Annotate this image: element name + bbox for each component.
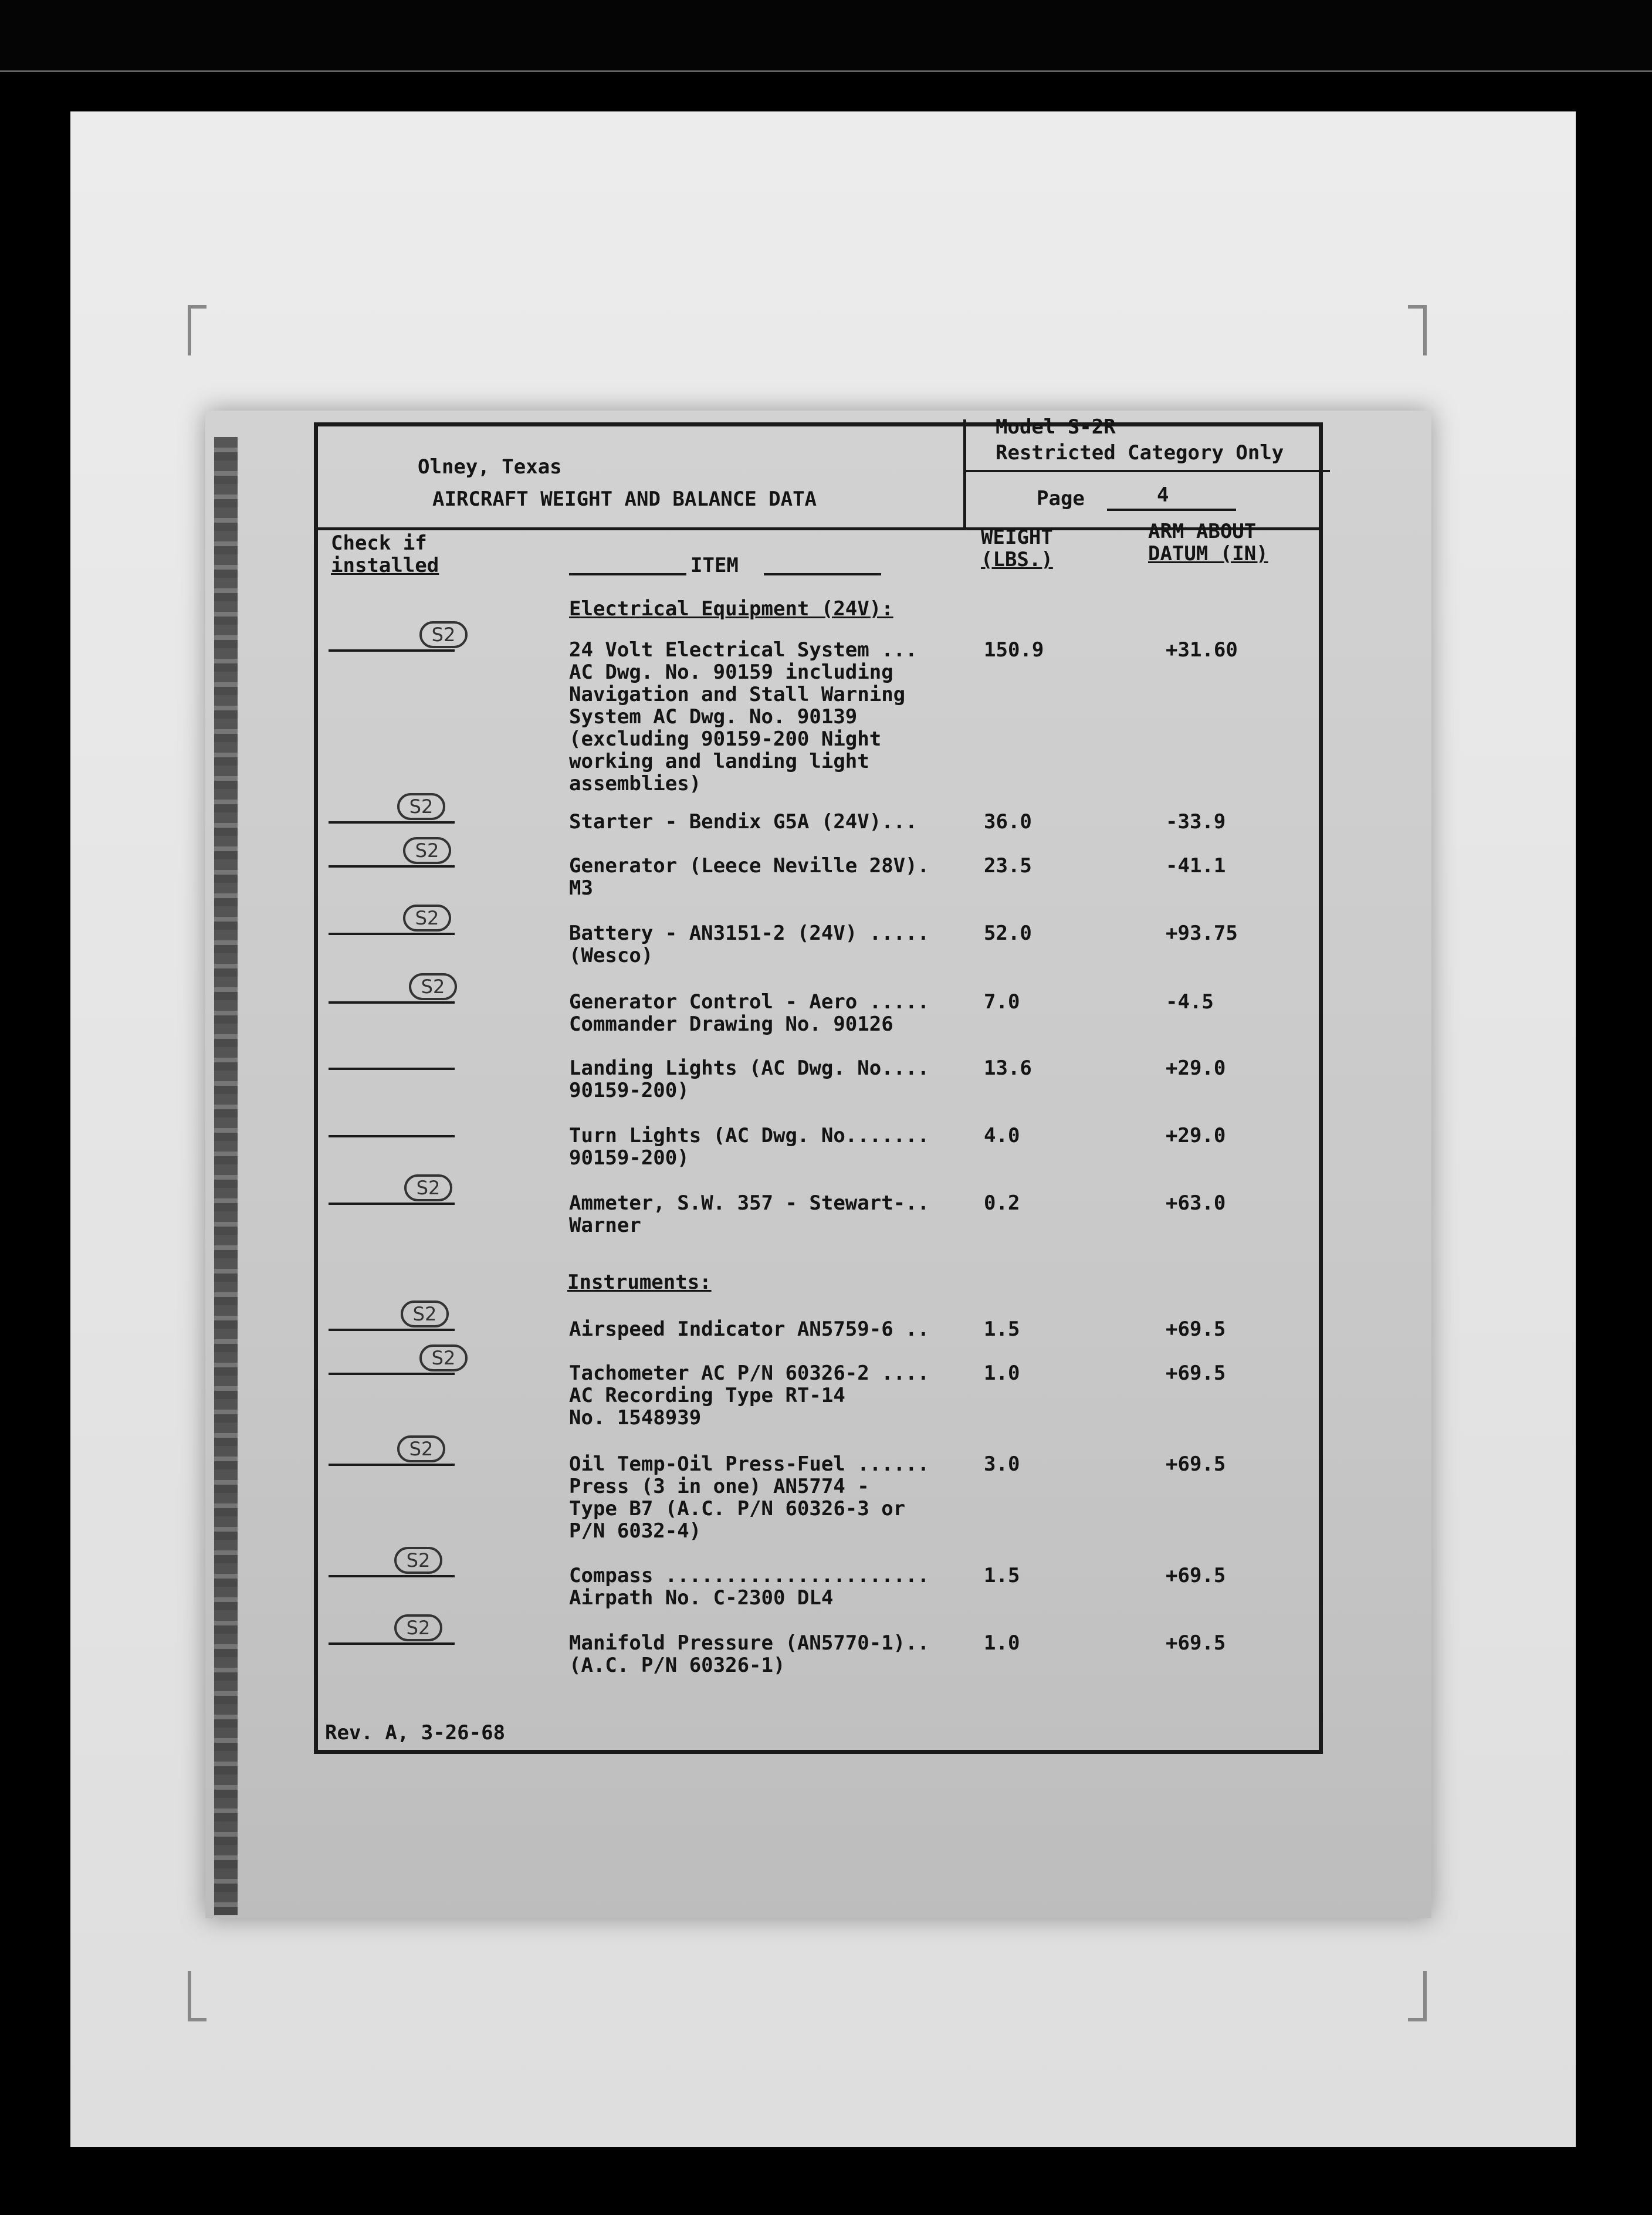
check-line [329,1068,455,1070]
check-line [329,1001,455,1004]
installed-stamp: S2 [401,1300,449,1327]
item-description-continued: AC Recording Type RT-14 [569,1384,845,1407]
item-description: Compass ...................... [569,1564,930,1587]
category-text: Restricted Category Only [996,441,1284,465]
item-description: Battery - AN3151-2 (24V) ..... [569,922,930,945]
item-description-continued: Airpath No. C-2300 DL4 [569,1586,834,1610]
item-description-continued: P/N 6032-4) [569,1519,702,1543]
item-description-continued: Navigation and Stall Warning [569,683,906,706]
column-header-weight: (LBS.) [981,548,1053,571]
item-description-continued: System AC Dwg. No. 90139 [569,705,858,729]
item-arm: -33.9 [1166,810,1226,834]
item-description-continued: AC Dwg. No. 90159 including [569,661,893,684]
item-description-continued: M3 [569,876,593,900]
item-weight: 36.0 [984,810,1032,834]
check-line [329,933,455,935]
item-description-continued: working and landing light [569,750,869,773]
item-weight: 1.0 [984,1361,1020,1385]
item-description: Tachometer AC P/N 60326-2 .... [569,1361,930,1385]
check-line [329,649,455,652]
item-weight: 52.0 [984,922,1032,945]
column-header-weight: WEIGHT [981,526,1053,549]
column-header-arm: DATUM (IN) [1148,542,1268,565]
installed-stamp: S2 [394,1614,442,1641]
item-arm: +29.0 [1166,1124,1226,1147]
item-arm: +69.5 [1166,1564,1226,1587]
crop-mark [1408,1971,1427,2021]
item-weight: 1.5 [984,1318,1020,1341]
check-line [329,865,455,868]
item-description-continued: Warner [569,1214,641,1237]
crop-mark [1408,305,1427,355]
item-description: Landing Lights (AC Dwg. No.... [569,1056,930,1080]
film-border-top [0,0,1652,72]
installed-stamp: S2 [397,1435,445,1462]
column-header-item: ITEM [690,554,739,577]
item-arm: +69.5 [1166,1361,1226,1385]
check-line [329,1642,455,1645]
page-label: Page [1037,487,1085,510]
page-number: 4 [1157,483,1169,507]
item-description: 24 Volt Electrical System ... [569,638,918,662]
item-weight: 1.5 [984,1564,1020,1587]
item-arm: +93.75 [1166,922,1238,945]
installed-stamp: S2 [419,1344,468,1371]
item-description: Oil Temp-Oil Press-Fuel ...... [569,1452,930,1476]
item-weight: 0.2 [984,1191,1020,1215]
check-line [329,1575,455,1577]
check-line [329,821,455,824]
check-line [329,1464,455,1466]
item-arm: +63.0 [1166,1191,1226,1215]
document-title: AIRCRAFT WEIGHT AND BALANCE DATA [432,487,817,511]
item-weight: 23.5 [984,854,1032,878]
item-weight: 150.9 [984,638,1044,662]
item-weight: 1.0 [984,1631,1020,1655]
revision-note: Rev. A, 3-26-68 [325,1721,506,1745]
installed-stamp: S2 [397,793,445,820]
item-description: Generator Control - Aero ..... [569,990,930,1014]
check-line [329,1135,455,1137]
item-arm: +69.5 [1166,1452,1226,1476]
item-description: Starter - Bendix G5A (24V)... [569,810,918,834]
item-description-continued: No. 1548939 [569,1406,702,1430]
item-description: Turn Lights (AC Dwg. No....... [569,1124,930,1147]
item-description-continued: 90159-200) [569,1146,689,1170]
model-text: Model S-2R [996,415,1116,439]
item-weight: 4.0 [984,1124,1020,1147]
weight-balance-sheet [314,415,1323,1754]
item-description-continued: Type B7 (A.C. P/N 60326-3 or [569,1497,906,1520]
item-arm: -41.1 [1166,854,1226,878]
item-description-continued: assemblies) [569,772,702,795]
installed-stamp: S2 [419,621,468,648]
installed-stamp: S2 [409,973,457,1000]
column-header-check: Check if [331,531,427,555]
item-description-continued: (Wesco) [569,944,654,967]
installed-stamp: S2 [404,1174,452,1201]
item-description: Ammeter, S.W. 357 - Stewart-.. [569,1191,930,1215]
column-header-arm: ARM ABOUT [1148,520,1257,543]
section-heading: Electrical Equipment (24V): [569,597,893,621]
crop-mark [188,305,206,355]
item-description-continued: (A.C. P/N 60326-1) [569,1654,786,1677]
crop-mark [188,1971,206,2021]
installed-stamp: S2 [394,1547,442,1574]
binding-edge [214,437,238,1915]
item-description-continued: Press (3 in one) AN5774 - [569,1475,869,1498]
installed-stamp: S2 [403,837,451,864]
location-text: Olney, Texas [418,455,562,479]
item-description: Generator (Leece Neville 28V). [569,854,930,878]
item-description-continued: 90159-200) [569,1079,689,1102]
item-arm: +69.5 [1166,1631,1226,1655]
check-line [329,1373,455,1375]
item-arm: +29.0 [1166,1056,1226,1080]
column-header-check: installed [331,554,439,577]
item-description-continued: Commander Drawing No. 90126 [569,1012,893,1036]
item-weight: 13.6 [984,1056,1032,1080]
check-line [329,1203,455,1205]
item-arm: +69.5 [1166,1318,1226,1341]
section-heading: Instruments: [567,1271,712,1294]
check-line [329,1329,455,1331]
item-arm: +31.60 [1166,638,1238,662]
item-weight: 3.0 [984,1452,1020,1476]
item-description: Manifold Pressure (AN5770-1).. [569,1631,930,1655]
item-description-continued: (excluding 90159-200 Night [569,727,882,751]
item-arm: -4.5 [1166,990,1214,1014]
installed-stamp: S2 [403,905,451,932]
item-description: Airspeed Indicator AN5759-6 .. [569,1318,930,1341]
item-weight: 7.0 [984,990,1020,1014]
